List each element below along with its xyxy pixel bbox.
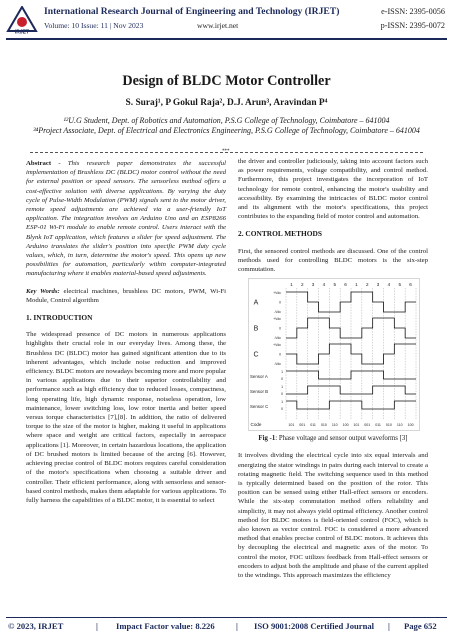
volume-issue: Volume: 10 Issue: 11 | Nov 2023 xyxy=(44,21,144,30)
interval-number: 2 xyxy=(300,282,304,288)
phase-mark: +Vdc xyxy=(273,317,281,322)
introduction-text: The widespread presence of DC motors in numerous applications highlights their crucial role in our everyday lives. Among these, the Brushless DC (BLDC) motor has gained significant attention due to its inherent advantages, which include noise reduction and improved efficiency. BLDC motors are nowadays becoming more and more popular in various applications due to their superior controllability and performance such as high efficiency due to reduced losses, compactness, long operating life, high dynamic response, noiseless operation, low maintenance, lower switching loss, low rotor inertia and better speed versus torque characteristics [7],[8]. In addition, the ratio of delivered torque to the size of the motor is higher, making it useful in applications where space and weight are critical factors, especially in aerospace applications [1]. Moreover, in certain hazardous locations, the application of DC brushed motors is limited because of the arcing [6]. However, achieving precise control of BLDC motors requires careful consideration of the motor's specifications when choosing a suitable driver and controller. Their efficient performance, along with sensorless and sensor-based control methods, makes them adaptable for various applications. To fully harness the capabilities of a BLDC motor, it is essential to select xyxy=(26,331,227,504)
interval-number: 1 xyxy=(355,282,358,288)
waveform-diagram xyxy=(248,278,420,431)
figure-caption-text: : Phase voltage and sensor output waveforms [3] xyxy=(275,435,408,443)
journal-footer xyxy=(6,621,447,635)
sensor-label: Sensor B xyxy=(250,389,269,395)
footer-copyright: © 2023, IRJET xyxy=(8,621,64,631)
code-value: 100 xyxy=(342,423,349,428)
code-value: 010 xyxy=(320,423,327,428)
sensor-mark: 1 xyxy=(281,385,283,390)
keywords-text: electrical machines, brushless DC motors, PWM, Wi-Fi Module, Control algorithm xyxy=(26,287,226,304)
logo-text: IRJET xyxy=(14,29,30,34)
p-issn: p-ISSN: 2395-0072 xyxy=(380,21,445,30)
interval-number: 1 xyxy=(290,282,293,288)
code-value: 010 xyxy=(385,423,392,428)
code-value: 011 xyxy=(375,423,381,428)
phase-mark: -Vdc xyxy=(274,362,281,367)
phase-mark: +Vdc xyxy=(273,343,281,348)
phase-mark: +Vdc xyxy=(273,291,281,296)
footer-iso: ISO 9001:2008 Certified Journal xyxy=(254,621,375,631)
sensor-waveform xyxy=(286,386,416,394)
interval-number: 4 xyxy=(387,282,391,288)
code-value: 001 xyxy=(364,423,371,428)
code-value: 011 xyxy=(310,423,316,428)
phase-label: A xyxy=(253,299,259,307)
code-label: Code xyxy=(250,422,262,428)
sensor-mark: 0 xyxy=(281,377,283,382)
code-value: 101 xyxy=(353,423,360,428)
phase-label: B xyxy=(253,325,259,333)
waveform-figure xyxy=(238,278,428,431)
paper-title: Design of BLDC Motor Controller xyxy=(122,73,331,89)
code-value: 001 xyxy=(299,423,306,428)
irjet-logo xyxy=(6,6,38,34)
sensor-mark: 1 xyxy=(281,400,283,405)
footer-impact-factor: Impact Factor value: 8.226 xyxy=(116,621,215,631)
footer-divider xyxy=(6,617,447,618)
sensor-mark: 0 xyxy=(281,392,283,397)
affiliation-1: ¹²U.G Student, Dept. of Robotics and Automation, P.S.G College of Technology, Coimbatore – 641004 xyxy=(63,116,390,125)
interval-number: 5 xyxy=(398,282,402,288)
phase-mark: -Vdc xyxy=(274,336,281,341)
interval-number: 3 xyxy=(376,282,380,288)
journal-website-link[interactable]: www.irjet.net xyxy=(197,21,239,30)
abstract xyxy=(26,159,226,279)
footer-sep-3: | xyxy=(388,621,390,631)
interval-number: 4 xyxy=(322,282,326,288)
interval-number: 6 xyxy=(409,282,412,288)
interval-number: 2 xyxy=(365,282,369,288)
sensor-label: Sensor C xyxy=(250,404,269,410)
separator-mark: *** xyxy=(222,148,230,154)
journal-title: International Research Journal of Engineering and Technology (IRJET) xyxy=(44,6,340,17)
control-methods-text: It involves dividing the electrical cycle into six equal intervals and energizing the stator windings in pairs during each interval to create a rotating magnetic field. The switching sequence used in this method is typically determined based on the position of the rotor. This position can be sensed using either Hall-effect sensors or encoders. While the six-step commutation method offers reliability and simplicity, it may not always yield optimal efficiency. Another control method for BLDC motors is field-oriented control (FOC), which is also known as vector control. FOC is considered a more advanced method that enables precise control of BLDC motors. It achieves this by decoupling the electrical and magnetic axes of the motor. To control the motor, FOC utilizes feedback from Hall-effect sensors or encoders to adjust both the amplitude and phase of the current applied to the windings. This approach maximizes the efficiency xyxy=(238,452,428,580)
sensor-label: Sensor A xyxy=(250,374,268,380)
section-heading-control-methods: 2. CONTROL METHODS xyxy=(238,229,322,239)
affiliations xyxy=(24,116,429,137)
sensor-waveform xyxy=(286,371,416,379)
phase-mark: -Vdc xyxy=(274,310,281,315)
sensor-mark: 0 xyxy=(281,407,283,412)
e-issn: e-ISSN: 2395-0056 xyxy=(381,7,445,16)
interval-number: 3 xyxy=(311,282,315,288)
interval-number: 5 xyxy=(333,282,337,288)
section-heading-introduction: 1. INTRODUCTION xyxy=(26,313,93,323)
footer-sep-1: | xyxy=(96,621,98,631)
code-value: 110 xyxy=(331,423,338,428)
footer-sep-2: | xyxy=(236,621,238,631)
author-list: S. Suraj¹, P Gokul Raja², D.J. Arun³, Aravindan P⁴ xyxy=(125,98,328,108)
right-column xyxy=(238,157,428,584)
code-value: 101 xyxy=(288,423,295,428)
phase-mark: 0 xyxy=(279,352,281,357)
introduction-continued: the driver and controller judiciously, taking into account factors such as power requirements, voltage compatibility, and control method. Furthermore, this project investigates the incorporation of IoT technology for remote control, enhancing the motor's usability and accessibility. By examining the intricacies of BLDC motor control and its alignment with the motor's specifications, this project contributes to the expanding field of motor control and automation. xyxy=(238,158,428,221)
phase-waveform xyxy=(286,292,416,312)
phase-label: C xyxy=(253,351,259,359)
figure-label: Fig -1 xyxy=(258,435,276,443)
code-value: 100 xyxy=(407,423,414,428)
header-divider xyxy=(6,38,447,40)
footer-page-number: Page 652 xyxy=(404,621,437,631)
figure-frame xyxy=(249,279,420,431)
abstract-text: - This research paper demonstrates the successful implementation of Brushless DC (BLDC) motor control without the need for external position or speed sensors. The sensorless method offers a cost-effective solution with diverse applications. By varying the duty cycle of Pulse-Width Modulation (PWM) signals sent to the motor driver, remote speed adjustments are achieved via a user-friendly IoT application. The integration involves an Arduino Uno and an ESP8266 ESP-01 Wi-Fi module to enable remote control. Users interact with the Blynk IoT application, which features a slider for speed adjustment. The Arduino translates the slider's position into specific PWM duty cycle values, which, in turn, determine the motor's speed. This opens up new possibilities for automation, particularly within computer-integrated manufacturing where it enables material-based speed adjustments. xyxy=(26,160,226,278)
interval-number: 6 xyxy=(344,282,347,288)
abstract-heading: Abstract xyxy=(26,160,52,167)
phase-mark: 0 xyxy=(279,326,281,331)
keywords-heading: Key Words: xyxy=(26,287,60,295)
journal-header xyxy=(6,4,447,38)
sensor-mark: 1 xyxy=(281,370,283,375)
affiliation-2: ³⁴Project Associate, Dept. of Electrical and Electronics Engineering, P.S.G College of Technology, Coimbatore – 641004 xyxy=(33,126,420,136)
keywords xyxy=(26,287,226,305)
phase-mark: 0 xyxy=(279,300,281,305)
control-methods-intro: First, the sensored control methods are discussed. One of the control methods used for controlling BLDC motors is the six-step commutation. xyxy=(238,247,428,274)
left-column xyxy=(26,159,226,509)
code-value: 110 xyxy=(396,423,403,428)
figure-caption xyxy=(238,434,428,443)
